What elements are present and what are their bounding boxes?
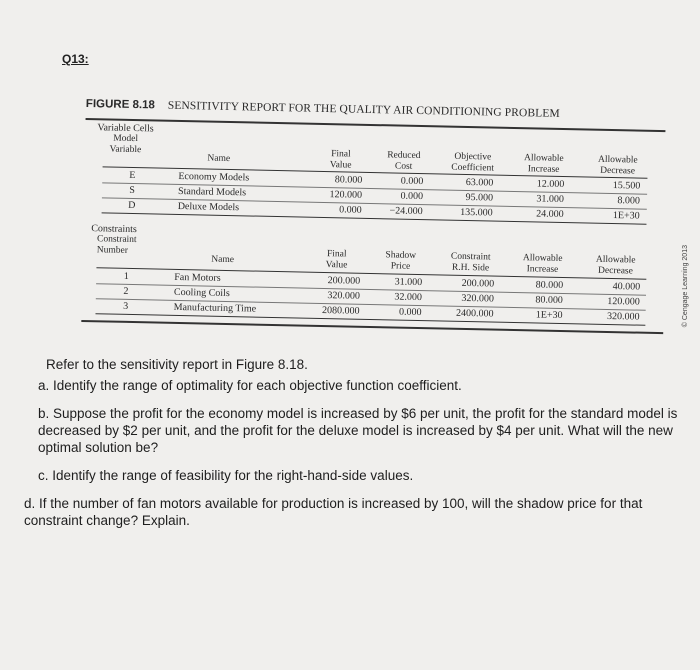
header-model-variable: Model Variable — [109, 133, 142, 156]
figure-title — [86, 98, 560, 120]
figure-bottom-rule — [81, 320, 663, 334]
constraints-title: Constraints — [91, 223, 137, 236]
header-name: Name — [207, 153, 231, 165]
table-row: S Standard Models 120.000 0.000 95.000 31.000 8.000 — [129, 184, 641, 207]
header-allowable-decrease: Allowable Decrease — [597, 154, 638, 177]
header-objective-coefficient: Objective Coefficient — [451, 151, 494, 174]
question-b: b. Suppose the profit for the economy model is increased by $6 per unit, the profit for the standard model is decreased by $2 per unit, and the profit for the deluxe model is increased by $4 per unit. What will the new optimal solution be? — [38, 406, 678, 455]
table-row: E Economy Models 80.000 0.000 63.000 12.000 15.500 — [129, 169, 641, 192]
header-final-value: Final Value — [329, 149, 352, 171]
table-row: 1 Fan Motors 200.000 31.000 200.000 80.000 40.000 — [123, 270, 641, 293]
question-intro: Refer to the sensitivity report in Figure 8.18. — [46, 357, 308, 372]
title-rule — [86, 118, 666, 135]
sensitivity-report-figure — [81, 98, 668, 350]
question-d: d. If the number of fan motors available for production is increased by 100, will the shadow price for that constraint change? Explain. — [24, 496, 643, 528]
header-reduced-cost: Reduced Cost — [387, 150, 421, 172]
header-allowable-increase: Allowable Increase — [523, 153, 564, 175]
variable-cells-title: Variable Cells — [97, 122, 154, 135]
header-constraint-allowable-decrease: Allowable Decrease — [595, 254, 636, 277]
header-constraint-name: Name — [211, 254, 235, 266]
header-rhs: Constraint R.H. Side — [450, 251, 491, 274]
question-a: a. Identify the range of optimality for each objective function coefficient. — [38, 378, 462, 393]
question-number: Q13: — [62, 52, 89, 66]
copyright-credit: © Cengage Learning 2013 — [682, 245, 689, 328]
table-row: 3 Manufacturing Time 2080.000 0.000 2400.000 1E+30 320.000 — [123, 300, 640, 323]
header-shadow-price: Shadow Price — [385, 250, 417, 272]
table-row: D Deluxe Models 0.000 −24.000 135.000 24.000 1E+30 — [128, 199, 640, 222]
figure-title-text: SENSITIVITY REPORT FOR THE QUALITY AIR CONDITIONING PROBLEM — [167, 99, 560, 120]
header-constraint-number: Constraint Number — [96, 234, 137, 256]
table-row: 2 Cooling Coils 320.000 32.000 320.000 80.000 120.000 — [123, 285, 640, 308]
header-constraint-final-value: Final Value — [325, 249, 348, 271]
figure-label: FIGURE 8.18 — [85, 98, 156, 112]
question-text — [24, 356, 684, 540]
question-c: c. Identify the range of feasibility for the right-hand-side values. — [38, 468, 414, 483]
header-constraint-allowable-increase: Allowable Increase — [522, 253, 563, 275]
